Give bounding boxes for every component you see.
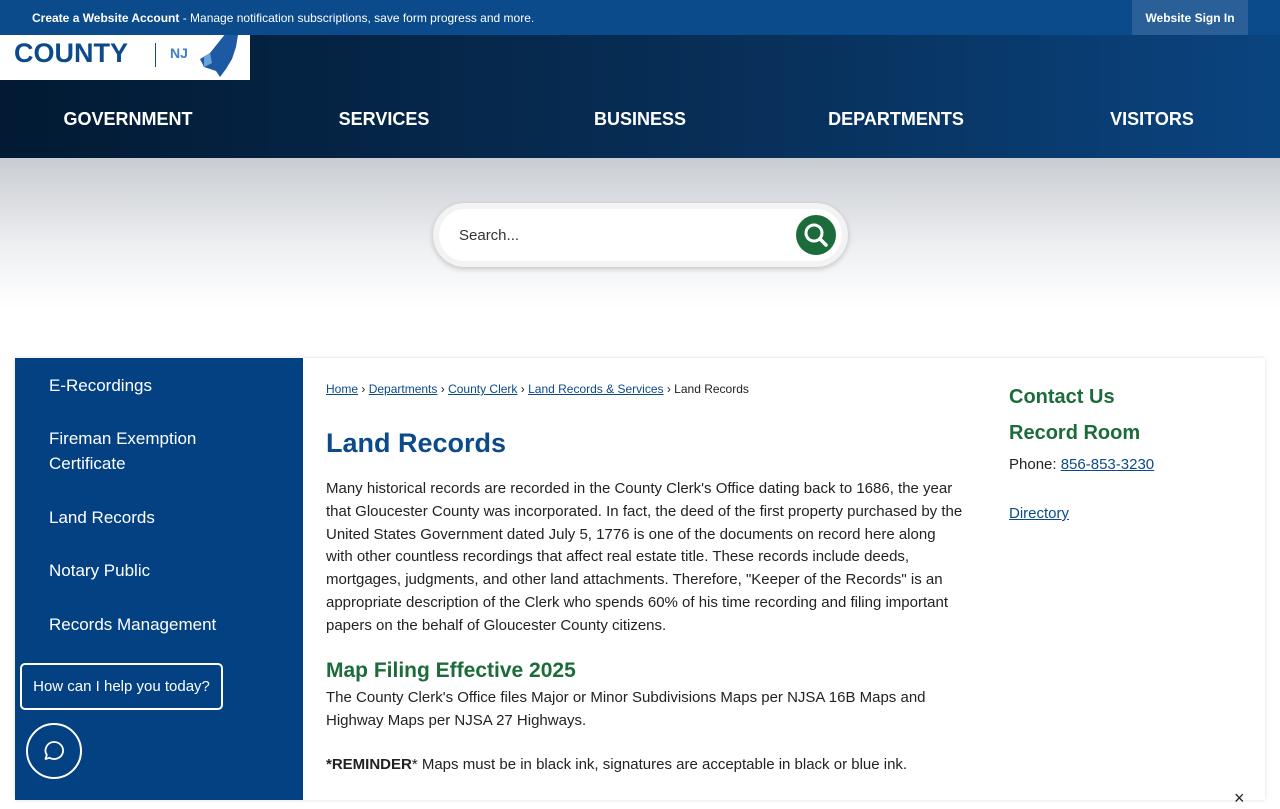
sidebar-item-notary-public[interactable]: Notary Public <box>49 561 151 580</box>
phone-label: Phone: <box>1009 456 1061 473</box>
chat-prompt-button[interactable]: How can I help you today? <box>20 663 223 710</box>
county-logo[interactable] <box>0 35 250 80</box>
nav-services[interactable]: SERVICES <box>338 108 430 129</box>
search-box <box>433 203 848 267</box>
directory-link[interactable]: Directory <box>1009 505 1070 522</box>
website-sign-in-button[interactable]: Website Sign In <box>1132 0 1248 35</box>
page-title: Land Records <box>326 428 507 458</box>
logo-state-text: NJ <box>170 45 188 61</box>
chat-launcher-button[interactable] <box>26 723 82 779</box>
nav-visitors[interactable]: VISITORS <box>1110 108 1194 129</box>
account-banner <box>0 0 1280 35</box>
sidebar-item-e-recordings[interactable]: E-Recordings <box>49 376 152 395</box>
intro-paragraph: Many historical records are recorded in the County Clerk's Office dating back to 1686, the year that Gloucester County was incorporated. In fact, the deed of the first property purchased by the United States Government dated July 5, 1776 is one of the documents on record here along with other countless recordings that affect real estate title. These records include deeds, mortgages, judgments, and other land attachments. Therefore, "Keeper of the Records" is an appropriate description of the Clerk who spends 60% of his time recording and filing important papers on the behalf of Gloucester County citizens. <box>326 480 963 634</box>
banner-description: - Manage notification subscriptions, save form progress and more. <box>179 11 535 25</box>
search-icon <box>803 222 829 248</box>
reminder-text <box>326 756 907 773</box>
main-nav <box>0 80 1280 158</box>
search-button[interactable] <box>796 215 836 255</box>
account-banner-text[interactable] <box>32 11 534 25</box>
create-account-link: Create a Website Account <box>32 11 180 25</box>
logo-county-text: COUNTY <box>14 38 128 68</box>
sidebar-item-land-records[interactable]: Land Records <box>49 508 155 527</box>
nav-business[interactable]: BUSINESS <box>593 108 687 129</box>
breadcrumb-home[interactable]: Home <box>326 382 359 396</box>
record-room-heading: Record Room <box>1009 422 1141 444</box>
phone-line <box>1009 456 1154 473</box>
breadcrumb-land-records-services[interactable]: Land Records & Services <box>528 382 664 396</box>
directory-line <box>1009 505 1069 522</box>
breadcrumb-departments[interactable]: Departments <box>368 382 438 396</box>
logo-divider <box>155 43 156 67</box>
content-card <box>15 358 1265 800</box>
sidebar-item-fireman-exemption[interactable]: Fireman Exemption Certificate <box>49 429 197 473</box>
map-filing-text: The County Clerk's Office files Major or Minor Subdivisions Maps per NJSA 16B Maps and Highway Maps per NJSA 27 Highways. <box>326 689 926 729</box>
search-input[interactable] <box>439 209 842 261</box>
chat-bubble-icon <box>42 739 66 763</box>
section-heading: Map Filing Effective 2025 <box>326 659 576 682</box>
contact-heading: Contact Us <box>1009 386 1115 408</box>
breadcrumb-county-clerk[interactable]: County Clerk <box>448 382 518 396</box>
sidebar-item-records-management[interactable]: Records Management <box>49 615 217 634</box>
breadcrumb-current: Land Records <box>674 382 749 396</box>
phone-link[interactable]: 856-853-3230 <box>1060 456 1155 473</box>
nj-map-icon <box>196 35 246 79</box>
breadcrumb: Home › Departments › County Clerk › Land Records & Services › Land Records <box>326 382 749 396</box>
nav-government[interactable]: GOVERNMENT <box>63 108 193 129</box>
nav-departments[interactable]: DEPARTMENTS <box>828 108 964 129</box>
reminder-label: *REMINDER <box>326 756 412 773</box>
close-icon[interactable]: × <box>1234 788 1245 808</box>
reminder-body: * Maps must be in black ink, signatures are acceptable in black or blue ink. <box>411 756 908 773</box>
